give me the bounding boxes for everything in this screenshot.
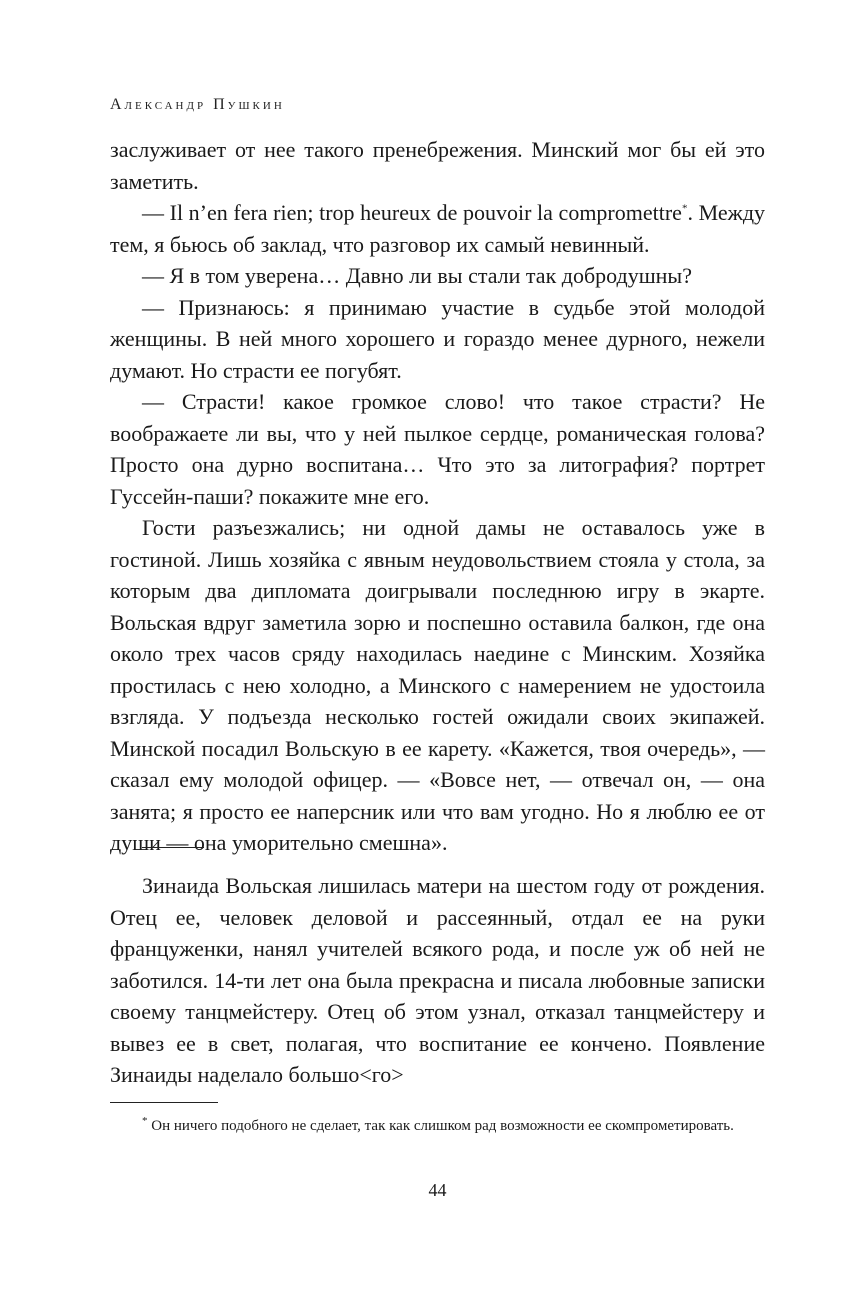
main-text-2 — [110, 870, 765, 1091]
footnote — [110, 1114, 765, 1138]
paragraph: Гости разъезжались; ни одной дамы не оставалось уже в гостиной. Лишь хозяйка с явным неудовольствием стояла у стола, за которым два дипломата доигрывали последнюю игру в экарте. Вольская вдруг заметила зорю и поспешно оставила балкон, где она около трех часов сряду находилась наедине с Минским. Хозяйка простилась с нею холодно, а Минского с намерением не удостоила взгляда. У подъезда несколько гостей ожидали своих экипажей. Минской посадил Вольскую в ее карету. «Кажется, твоя очередь», — сказал ему молодой офицер. — «Вовсе нет, — отвечал он, — она занята; я просто ее наперсник или что вам угодно. Но я люблю ее от души — она уморительно смешна». — [110, 515, 765, 855]
footnote-text: Он ничего подобного не сделает, так как слишком рад возможности ее скомпрометировать. — [151, 1118, 734, 1134]
page-number: 44 — [428, 1180, 447, 1200]
paragraph: — Страсти! какое громкое слово! что такое страсти? Не воображаете ли вы, что у ней пылкое сердце, романическая голова? Просто она дурно воспитана… Что это за литография? портрет Гуссейн-паши? покажите мне его. — [110, 389, 765, 509]
section-divider — [142, 847, 204, 848]
footnote-marker: * — [681, 202, 688, 215]
paragraph: — Признаюсь: я принимаю участие в судьбе этой молодой женщины. В ней много хорошего и гораздо менее дурного, нежели думают. Но страсти ее погубят. — [110, 294, 765, 383]
french-quote: — Il n’en fera rien; trop heureux de pouvoir la compromettre — [142, 200, 682, 225]
running-head: Александр Пушкин — [110, 96, 285, 113]
main-text — [110, 134, 765, 859]
paragraph: Зинаида Вольская лишилась матери на шестом году от рождения. Отец ее, человек деловой и рассеянный, отдал ее на руки француженки, нанял учителей всякого рода, и после уж об ней не заботился. 14-ти лет она была прекрасна и писала любовные записки своему танцмейстеру. Отец об этом узнал, отказал танцмейстеру и вывез ее в свет, полагая, что воспитание ее кончено. Появление Зинаиды наделало большо<го> — [110, 873, 765, 1087]
paragraph-continuation: Между тем, я бьюсь об заклад, что разговор их самый невинный. — [110, 200, 766, 257]
paragraph: — Il n’en fera rien; trop heureux de pouvoir la compromettre*. Между тем, я бьюсь об заклад, что разговор их самый невинный. — [110, 200, 766, 257]
paragraph: заслуживает от нее такого пренебрежения. Минский мог бы ей это заметить. — [110, 137, 765, 194]
paragraph: — Я в том уверена… Давно ли вы стали так добродушны? — [142, 263, 692, 288]
book-page — [110, 0, 765, 1311]
footnote-divider — [110, 1102, 218, 1103]
footnote-marker: * — [142, 1115, 148, 1127]
